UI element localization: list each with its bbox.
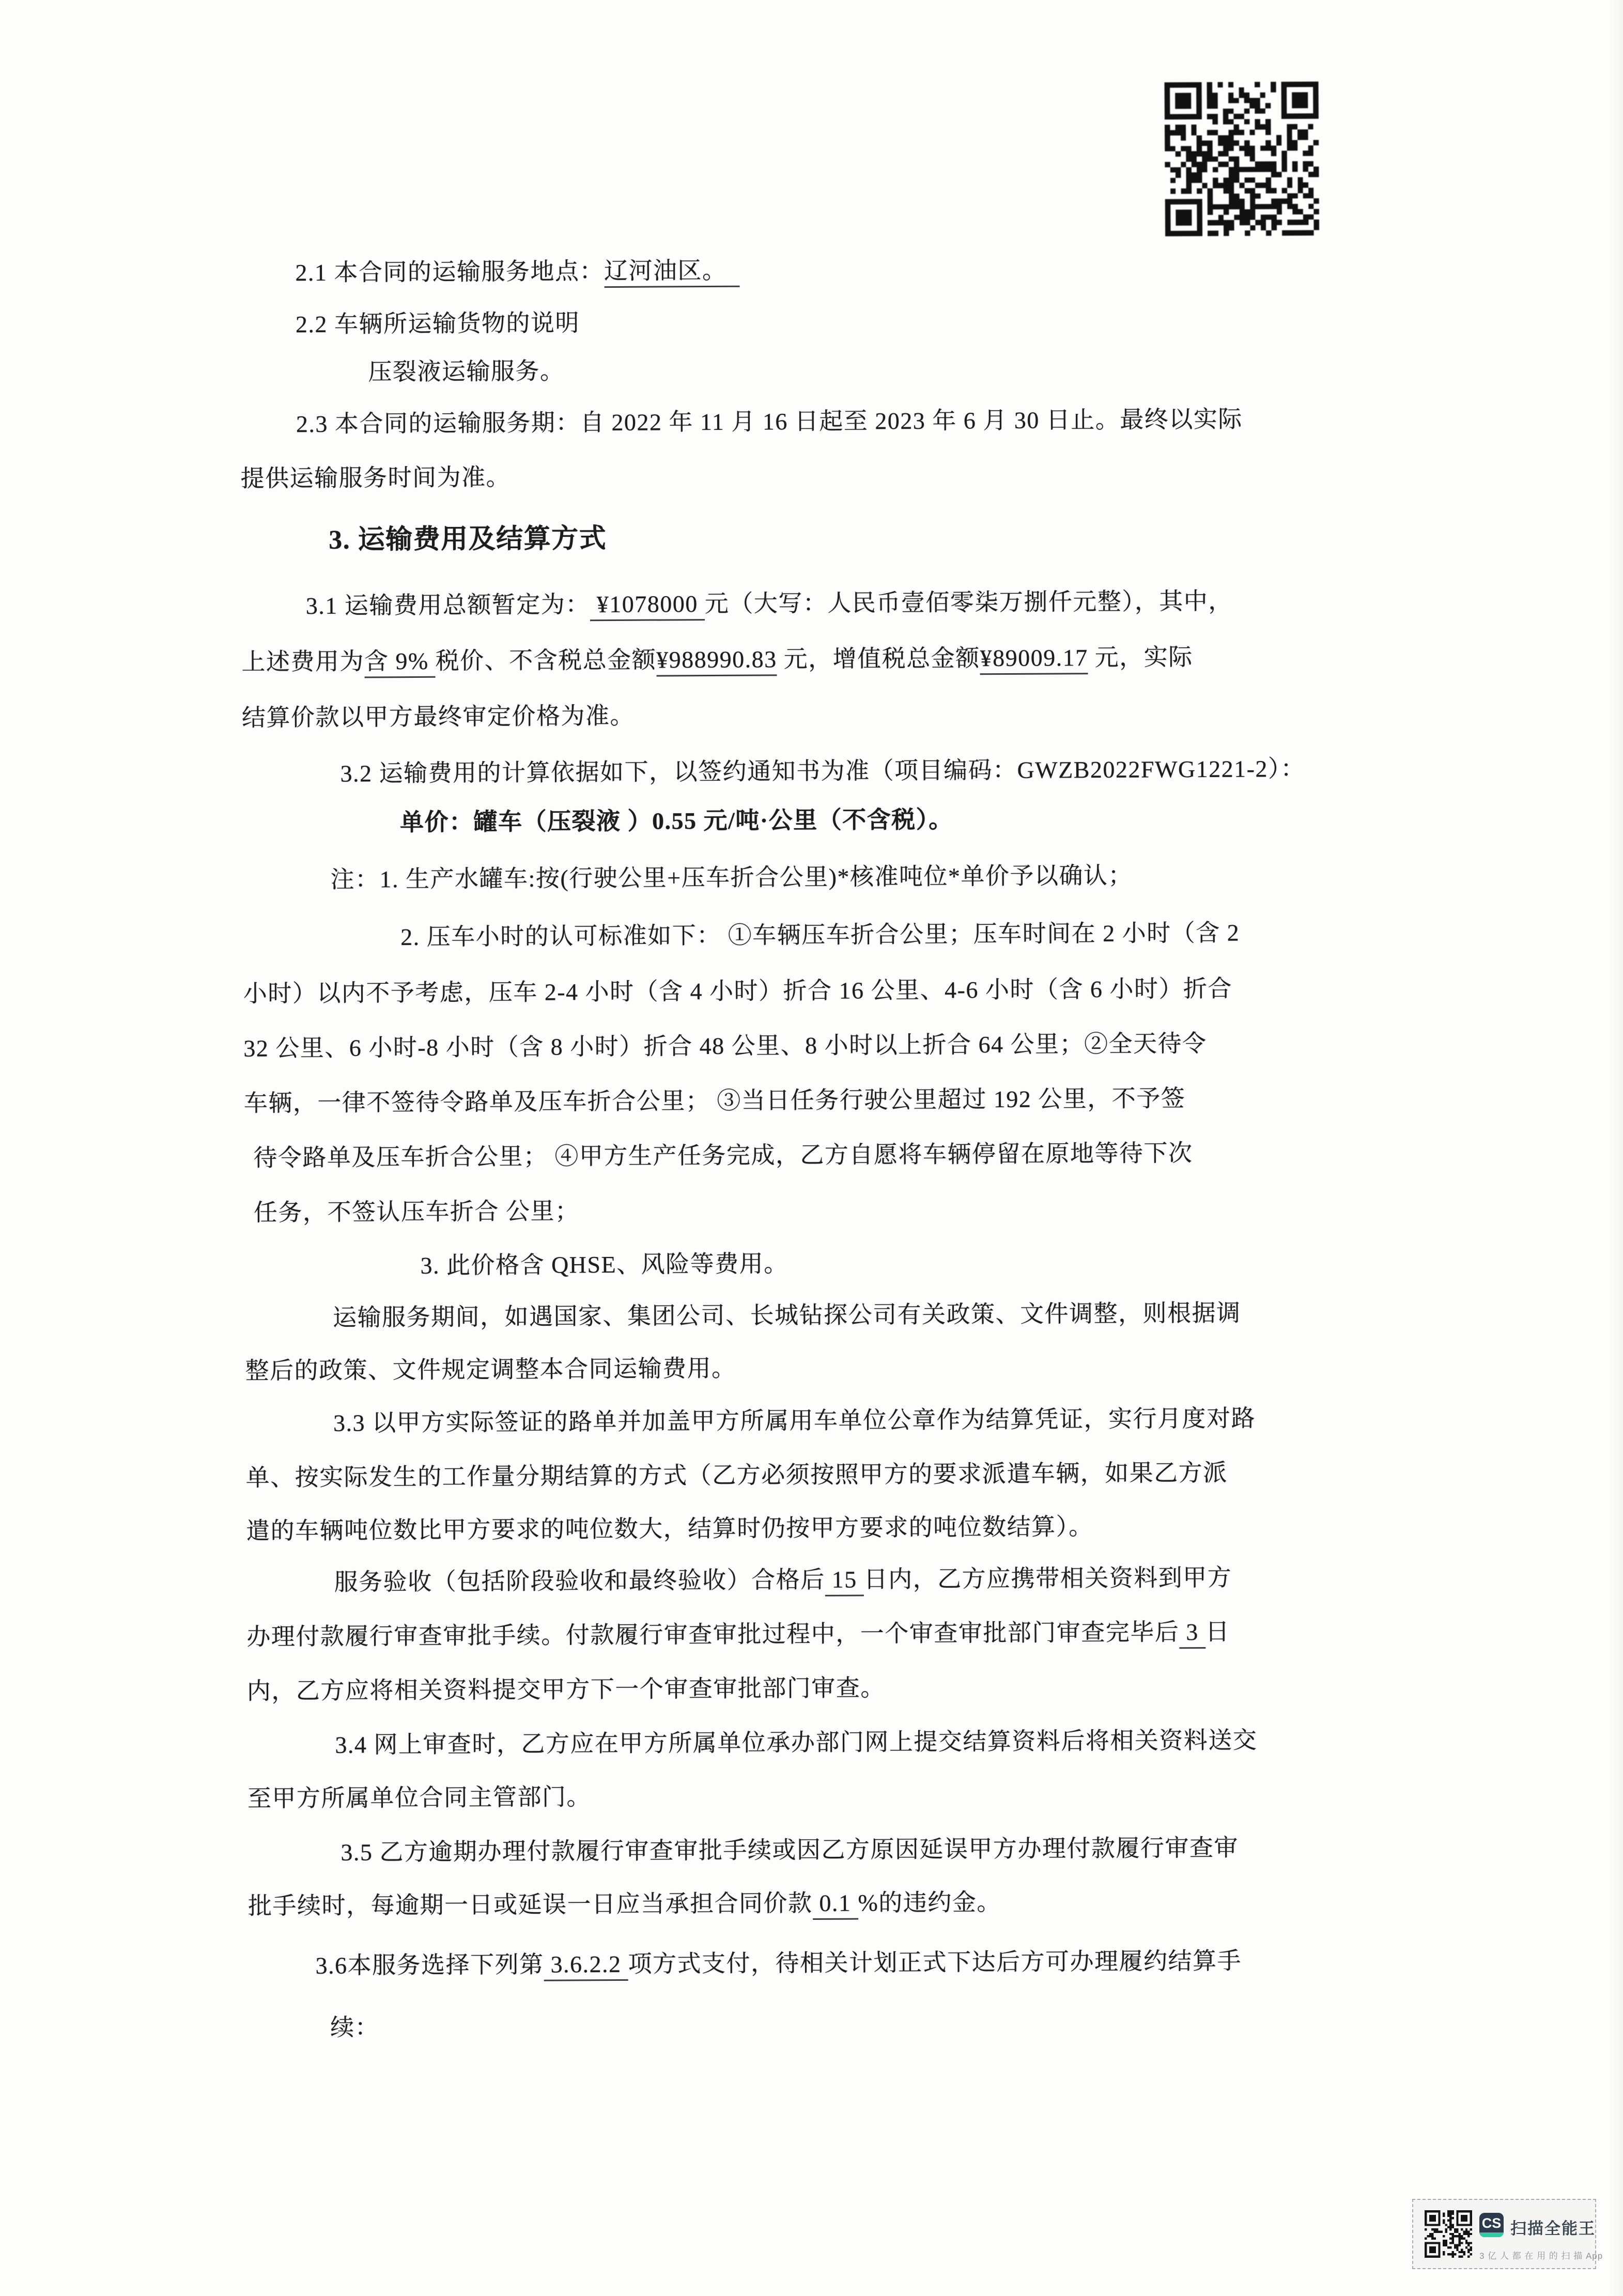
line-text: 3.2 运输费用的计算依据如下，以签约通知书为准（项目编码：GWZB2022FWG1221-2）： bbox=[340, 755, 1306, 787]
text-line-11 bbox=[400, 805, 953, 837]
line-text: 元，实际 bbox=[1088, 644, 1193, 671]
line-text: 3. 运输费用及结算方式 bbox=[329, 524, 607, 555]
text-line-15 bbox=[243, 1029, 1207, 1063]
text-line-7 bbox=[306, 587, 1233, 620]
line-text: %的违约金。 bbox=[858, 1889, 1001, 1916]
line-text: 运输服务期间，如遇国家、集团公司、长城钻探公司有关政策、文件调整，则根据调 bbox=[332, 1299, 1241, 1331]
line-text: 元（大写：人民币壹佰零柒万捌仟元整），其中， bbox=[704, 587, 1233, 617]
filled-blank-text: 15 bbox=[825, 1566, 864, 1596]
text-line-12 bbox=[330, 861, 1133, 894]
line-text: 2.3 本合同的运输服务期：自 2022 年 11 月 16 日起至 2023 年 6 月 30 日止。最终以实际 bbox=[296, 406, 1243, 438]
line-text: 3.5 乙方逾期办理付款履行审查审批手续或因乙方原因延误甲方办理付款履行审查审 bbox=[341, 1834, 1239, 1866]
line-text: 遣的车辆吨位数比甲方要求的吨位数大，结算时仍按甲方要求的吨位数结算）。 bbox=[246, 1513, 1093, 1544]
text-line-5 bbox=[240, 463, 511, 493]
line-text: 结算价款以甲方最终审定价格为准。 bbox=[241, 702, 635, 731]
camscanner-watermark bbox=[1412, 2199, 1603, 2269]
text-line-28 bbox=[335, 1726, 1257, 1760]
text-line-21 bbox=[245, 1354, 736, 1385]
line-text: 税价、不含税总金额 bbox=[435, 646, 657, 674]
line-text: 上述费用为 bbox=[241, 648, 365, 675]
text-line-17 bbox=[253, 1139, 1193, 1172]
line-text: 整后的政策、文件规定调整本合同运输费用。 bbox=[245, 1355, 736, 1384]
filled-blank-text: ¥988990.83 bbox=[656, 646, 777, 676]
line-text: 办理付款履行审查审批手续。付款履行审查审批过程中，一个审查审批部门审查完毕后 bbox=[246, 1619, 1180, 1650]
filled-blank-text: ¥1078000 bbox=[590, 591, 705, 621]
line-text: 2.1 本合同的运输服务地点： bbox=[295, 258, 605, 286]
watermark-qr-icon bbox=[1425, 2210, 1472, 2258]
watermark-tagline: 3 亿 人 都 在 用 的 扫 描 App bbox=[1479, 2251, 1603, 2261]
text-line-29 bbox=[248, 1782, 591, 1813]
line-text: 续： bbox=[330, 2014, 380, 2041]
text-line-18 bbox=[254, 1197, 580, 1227]
line-text: 注：1. 生产水罐车:按(行驶公里+压车折合公里)*核准吨位*单价予以确认； bbox=[330, 862, 1133, 893]
text-line-16 bbox=[244, 1084, 1186, 1118]
line-text: 至甲方所属单位合同主管部门。 bbox=[247, 1783, 592, 1812]
line-text: 3.6本服务选择下列第 bbox=[315, 1951, 544, 1979]
filled-blank-text: 3.6.2.2 bbox=[544, 1951, 628, 1981]
camscanner-logo-icon bbox=[1479, 2213, 1504, 2237]
line-text: 3.4 网上审查时，乙方应在甲方所属单位承办部门网上提交结算资料后将相关资料送交 bbox=[335, 1727, 1258, 1758]
text-line-27 bbox=[247, 1673, 885, 1705]
line-text: 压裂液运输服务。 bbox=[368, 358, 565, 385]
text-line-19 bbox=[420, 1249, 788, 1280]
line-text: 3. 此价格含 QHSE、风险等费用。 bbox=[420, 1250, 789, 1279]
camscanner-logo-text: CS bbox=[1481, 2215, 1502, 2231]
line-text: 服务验收（包括阶段验收和最终验收）合格后 bbox=[334, 1566, 825, 1595]
line-text: 项方式支付，待相关计划正式下达后方可办理履约结算手 bbox=[628, 1947, 1242, 1977]
text-line-25 bbox=[334, 1563, 1232, 1596]
text-line-33 bbox=[330, 2013, 379, 2042]
line-text: 单价：罐车（压裂液 ）0.55 元/吨·公里（不含税）。 bbox=[399, 806, 953, 836]
watermark-app-name: 扫描全能王 bbox=[1510, 2220, 1596, 2238]
line-text: 小时）以内不予考虑，压车 2-4 小时（含 4 小时）折合 16 公里、4-6 小时（含 6 小时）折合 bbox=[243, 975, 1232, 1007]
filled-blank-text: 含 9% bbox=[364, 648, 436, 678]
text-line-20 bbox=[333, 1299, 1241, 1332]
line-text: 32 公里、6 小时-8 小时（含 8 小时）折合 48 公里、8 小时以上折合 64 公里；②全天待令 bbox=[243, 1030, 1207, 1062]
line-text: 2.2 车辆所运输货物的说明 bbox=[295, 309, 580, 338]
text-line-2 bbox=[296, 308, 580, 338]
line-text: 车辆，一律不签待令路单及压车折合公里； ③当日任务行驶公里超过 192 公里，不予签 bbox=[243, 1085, 1186, 1116]
document-qr-code bbox=[1165, 80, 1320, 238]
text-line-23 bbox=[246, 1459, 1228, 1492]
line-text: 元，增值税总金额 bbox=[777, 645, 980, 673]
text-line-14 bbox=[243, 974, 1232, 1008]
line-text: 2. 压车小时的认可标准如下： ①车辆压车折合公里；压车时间在 2 小时（含 2 bbox=[400, 919, 1240, 951]
camscanner-logo-strip bbox=[1479, 2232, 1504, 2237]
filled-blank-text: 0.1 bbox=[812, 1890, 858, 1920]
text-line-22 bbox=[333, 1404, 1256, 1438]
line-text: 单、按实际发生的工作量分期结算的方式（乙方必须按照甲方的要求派遣车辆，如果乙方派 bbox=[245, 1459, 1228, 1491]
text-line-8 bbox=[241, 643, 1193, 676]
filled-blank-text: ¥89009.17 bbox=[980, 644, 1088, 675]
text-line-3 bbox=[368, 356, 564, 386]
text-line-31 bbox=[248, 1888, 1001, 1920]
line-text: 提供运输服务时间为准。 bbox=[240, 464, 511, 492]
line-text: 3.3 以甲方实际签证的路单并加盖甲方所属用车单位公章作为结算凭证，实行月度对路 bbox=[333, 1405, 1256, 1436]
filled-blank-text: 辽河油区。 bbox=[604, 257, 739, 288]
text-line-9 bbox=[242, 702, 635, 732]
line-text: 待令路单及压车折合公里； ④甲方生产任务完成，乙方自愿将车辆停留在原地等待下次 bbox=[253, 1140, 1193, 1171]
text-line-4 bbox=[296, 405, 1243, 439]
text-line-30 bbox=[341, 1834, 1239, 1867]
text-line-32 bbox=[315, 1947, 1242, 1980]
text-line-24 bbox=[246, 1512, 1093, 1545]
line-text: 日 bbox=[1205, 1618, 1230, 1646]
text-line-10 bbox=[340, 754, 1305, 788]
text-line-6 bbox=[329, 523, 607, 556]
text-line-26 bbox=[246, 1618, 1230, 1651]
text-line-13 bbox=[400, 919, 1240, 952]
line-text: 任务，不签认压车折合 公里； bbox=[253, 1198, 580, 1226]
text-line-1 bbox=[295, 256, 739, 287]
line-text: 3.1 运输费用总额暂定为： bbox=[305, 591, 590, 619]
line-text: 日内，乙方应携带相关资料到甲方 bbox=[863, 1564, 1232, 1593]
line-text: 批手续时，每逾期一日或延误一日应当承担合同价款 bbox=[248, 1890, 813, 1919]
line-text: 内，乙方应将相关资料提交甲方下一个审查审批部门审查。 bbox=[246, 1674, 885, 1704]
filled-blank-text: 3 bbox=[1179, 1619, 1205, 1649]
